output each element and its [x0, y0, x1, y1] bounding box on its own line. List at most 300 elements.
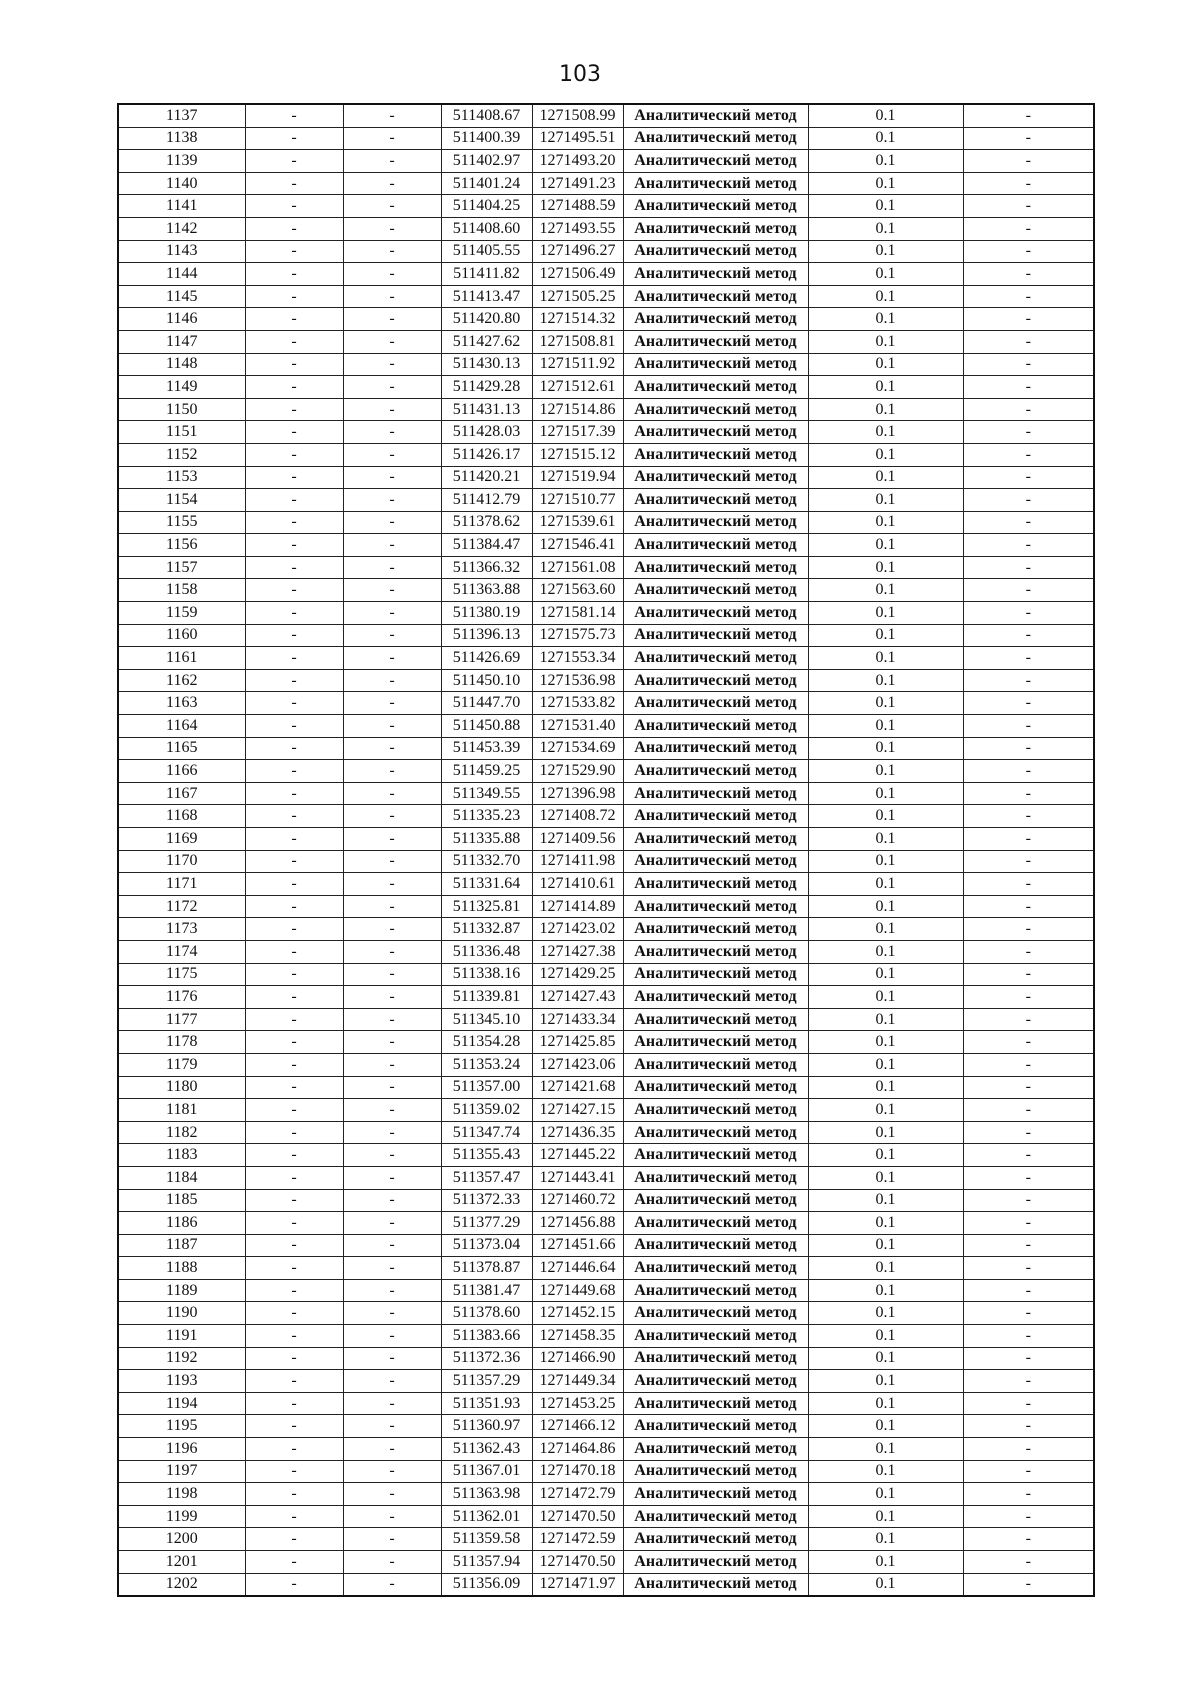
x-coordinate-cell: 511362.43	[441, 1438, 532, 1461]
empty-value-cell: -	[245, 715, 343, 738]
note-cell: -	[963, 1121, 1094, 1144]
empty-value-cell: -	[245, 624, 343, 647]
table-row	[118, 805, 1094, 828]
accuracy-cell: 0.1	[808, 1528, 963, 1551]
table-row	[118, 1076, 1094, 1099]
x-coordinate-cell: 511402.97	[441, 150, 532, 173]
table-row	[118, 873, 1094, 896]
point-number-cell: 1189	[118, 1279, 245, 1302]
point-number-cell: 1169	[118, 828, 245, 851]
table-row	[118, 534, 1094, 557]
empty-value-cell: -	[245, 104, 343, 127]
table-row	[118, 1279, 1094, 1302]
table-row	[118, 376, 1094, 399]
empty-value-cell: -	[343, 263, 441, 286]
table-row	[118, 1053, 1094, 1076]
y-coordinate-cell: 1271436.35	[532, 1121, 623, 1144]
empty-value-cell: -	[245, 489, 343, 512]
note-cell: -	[963, 376, 1094, 399]
point-number-cell: 1190	[118, 1302, 245, 1325]
y-coordinate-cell: 1271423.06	[532, 1053, 623, 1076]
note-cell: -	[963, 1144, 1094, 1167]
table-row	[118, 1189, 1094, 1212]
x-coordinate-cell: 511363.98	[441, 1483, 532, 1506]
y-coordinate-cell: 1271409.56	[532, 828, 623, 851]
x-coordinate-cell: 511357.00	[441, 1076, 532, 1099]
method-cell: Аналитический метод	[623, 195, 808, 218]
x-coordinate-cell: 511408.60	[441, 217, 532, 240]
table-row	[118, 217, 1094, 240]
note-cell: -	[963, 217, 1094, 240]
note-cell: -	[963, 760, 1094, 783]
empty-value-cell: -	[343, 602, 441, 625]
table-row	[118, 1528, 1094, 1551]
accuracy-cell: 0.1	[808, 715, 963, 738]
x-coordinate-cell: 511335.23	[441, 805, 532, 828]
y-coordinate-cell: 1271512.61	[532, 376, 623, 399]
y-coordinate-cell: 1271427.38	[532, 940, 623, 963]
table-row	[118, 127, 1094, 150]
y-coordinate-cell: 1271517.39	[532, 421, 623, 444]
method-cell: Аналитический метод	[623, 1438, 808, 1461]
point-number-cell: 1202	[118, 1573, 245, 1596]
table-row	[118, 1166, 1094, 1189]
table-row	[118, 172, 1094, 195]
y-coordinate-cell: 1271546.41	[532, 534, 623, 557]
point-number-cell: 1160	[118, 624, 245, 647]
method-cell: Аналитический метод	[623, 715, 808, 738]
method-cell: Аналитический метод	[623, 421, 808, 444]
y-coordinate-cell: 1271408.72	[532, 805, 623, 828]
point-number-cell: 1187	[118, 1234, 245, 1257]
accuracy-cell: 0.1	[808, 308, 963, 331]
empty-value-cell: -	[245, 127, 343, 150]
method-cell: Аналитический метод	[623, 1166, 808, 1189]
point-number-cell: 1179	[118, 1053, 245, 1076]
table-row	[118, 556, 1094, 579]
y-coordinate-cell: 1271534.69	[532, 737, 623, 760]
note-cell: -	[963, 240, 1094, 263]
empty-value-cell: -	[245, 1347, 343, 1370]
x-coordinate-cell: 511347.74	[441, 1121, 532, 1144]
y-coordinate-cell: 1271453.25	[532, 1392, 623, 1415]
x-coordinate-cell: 511338.16	[441, 963, 532, 986]
empty-value-cell: -	[343, 150, 441, 173]
table-row	[118, 308, 1094, 331]
table-row	[118, 579, 1094, 602]
y-coordinate-cell: 1271470.50	[532, 1551, 623, 1574]
x-coordinate-cell: 511405.55	[441, 240, 532, 263]
method-cell: Аналитический метод	[623, 263, 808, 286]
x-coordinate-cell: 511447.70	[441, 692, 532, 715]
table-row	[118, 1347, 1094, 1370]
empty-value-cell: -	[343, 1234, 441, 1257]
point-number-cell: 1180	[118, 1076, 245, 1099]
empty-value-cell: -	[245, 1551, 343, 1574]
point-number-cell: 1155	[118, 511, 245, 534]
accuracy-cell: 0.1	[808, 1505, 963, 1528]
accuracy-cell: 0.1	[808, 895, 963, 918]
table-row	[118, 940, 1094, 963]
empty-value-cell: -	[245, 1483, 343, 1506]
accuracy-cell: 0.1	[808, 1573, 963, 1596]
y-coordinate-cell: 1271488.59	[532, 195, 623, 218]
y-coordinate-cell: 1271511.92	[532, 353, 623, 376]
note-cell: -	[963, 579, 1094, 602]
table-row	[118, 263, 1094, 286]
table-body	[118, 104, 1094, 1596]
note-cell: -	[963, 511, 1094, 534]
point-number-cell: 1154	[118, 489, 245, 512]
y-coordinate-cell: 1271425.85	[532, 1031, 623, 1054]
empty-value-cell: -	[245, 1031, 343, 1054]
method-cell: Аналитический метод	[623, 1008, 808, 1031]
method-cell: Аналитический метод	[623, 1505, 808, 1528]
method-cell: Аналитический метод	[623, 466, 808, 489]
x-coordinate-cell: 511351.93	[441, 1392, 532, 1415]
page-number: 103	[559, 62, 601, 87]
y-coordinate-cell: 1271536.98	[532, 669, 623, 692]
empty-value-cell: -	[343, 963, 441, 986]
x-coordinate-cell: 511357.47	[441, 1166, 532, 1189]
method-cell: Аналитический метод	[623, 782, 808, 805]
accuracy-cell: 0.1	[808, 330, 963, 353]
table-row	[118, 1392, 1094, 1415]
y-coordinate-cell: 1271396.98	[532, 782, 623, 805]
empty-value-cell: -	[343, 1325, 441, 1348]
x-coordinate-cell: 511431.13	[441, 398, 532, 421]
method-cell: Аналитический метод	[623, 1144, 808, 1167]
point-number-cell: 1161	[118, 647, 245, 670]
y-coordinate-cell: 1271410.61	[532, 873, 623, 896]
point-number-cell: 1170	[118, 850, 245, 873]
method-cell: Аналитический метод	[623, 669, 808, 692]
x-coordinate-cell: 511332.70	[441, 850, 532, 873]
method-cell: Аналитический метод	[623, 963, 808, 986]
note-cell: -	[963, 1053, 1094, 1076]
point-number-cell: 1142	[118, 217, 245, 240]
empty-value-cell: -	[245, 1257, 343, 1280]
accuracy-cell: 0.1	[808, 195, 963, 218]
x-coordinate-cell: 511373.04	[441, 1234, 532, 1257]
empty-value-cell: -	[245, 217, 343, 240]
accuracy-cell: 0.1	[808, 1121, 963, 1144]
x-coordinate-cell: 511420.80	[441, 308, 532, 331]
empty-value-cell: -	[343, 647, 441, 670]
empty-value-cell: -	[343, 330, 441, 353]
method-cell: Аналитический метод	[623, 1076, 808, 1099]
point-number-cell: 1178	[118, 1031, 245, 1054]
x-coordinate-cell: 511380.19	[441, 602, 532, 625]
point-number-cell: 1159	[118, 602, 245, 625]
point-number-cell: 1149	[118, 376, 245, 399]
point-number-cell: 1193	[118, 1370, 245, 1393]
point-number-cell: 1162	[118, 669, 245, 692]
point-number-cell: 1164	[118, 715, 245, 738]
note-cell: -	[963, 1415, 1094, 1438]
table-row	[118, 1460, 1094, 1483]
empty-value-cell: -	[245, 263, 343, 286]
note-cell: -	[963, 1076, 1094, 1099]
empty-value-cell: -	[245, 782, 343, 805]
method-cell: Аналитический метод	[623, 1234, 808, 1257]
accuracy-cell: 0.1	[808, 1257, 963, 1280]
point-number-cell: 1181	[118, 1099, 245, 1122]
note-cell: -	[963, 466, 1094, 489]
empty-value-cell: -	[245, 963, 343, 986]
empty-value-cell: -	[245, 1076, 343, 1099]
empty-value-cell: -	[343, 669, 441, 692]
empty-value-cell: -	[245, 308, 343, 331]
x-coordinate-cell: 511356.09	[441, 1573, 532, 1596]
accuracy-cell: 0.1	[808, 647, 963, 670]
note-cell: -	[963, 1483, 1094, 1506]
note-cell: -	[963, 963, 1094, 986]
x-coordinate-cell: 511378.87	[441, 1257, 532, 1280]
note-cell: -	[963, 692, 1094, 715]
y-coordinate-cell: 1271575.73	[532, 624, 623, 647]
point-number-cell: 1198	[118, 1483, 245, 1506]
empty-value-cell: -	[343, 556, 441, 579]
x-coordinate-cell: 511420.21	[441, 466, 532, 489]
y-coordinate-cell: 1271561.08	[532, 556, 623, 579]
empty-value-cell: -	[343, 398, 441, 421]
method-cell: Аналитический метод	[623, 1347, 808, 1370]
y-coordinate-cell: 1271451.66	[532, 1234, 623, 1257]
table-row	[118, 602, 1094, 625]
empty-value-cell: -	[343, 466, 441, 489]
empty-value-cell: -	[343, 308, 441, 331]
empty-value-cell: -	[245, 647, 343, 670]
point-number-cell: 1153	[118, 466, 245, 489]
point-number-cell: 1171	[118, 873, 245, 896]
empty-value-cell: -	[245, 850, 343, 873]
table-row	[118, 511, 1094, 534]
point-number-cell: 1165	[118, 737, 245, 760]
empty-value-cell: -	[245, 1505, 343, 1528]
x-coordinate-cell: 511357.94	[441, 1551, 532, 1574]
note-cell: -	[963, 895, 1094, 918]
table-row	[118, 1415, 1094, 1438]
empty-value-cell: -	[245, 1302, 343, 1325]
method-cell: Аналитический метод	[623, 240, 808, 263]
point-number-cell: 1183	[118, 1144, 245, 1167]
accuracy-cell: 0.1	[808, 556, 963, 579]
method-cell: Аналитический метод	[623, 1053, 808, 1076]
y-coordinate-cell: 1271491.23	[532, 172, 623, 195]
note-cell: -	[963, 940, 1094, 963]
y-coordinate-cell: 1271563.60	[532, 579, 623, 602]
table-row	[118, 195, 1094, 218]
empty-value-cell: -	[343, 1302, 441, 1325]
x-coordinate-cell: 511378.62	[441, 511, 532, 534]
point-number-cell: 1195	[118, 1415, 245, 1438]
table-row	[118, 1505, 1094, 1528]
note-cell: -	[963, 285, 1094, 308]
x-coordinate-cell: 511372.33	[441, 1189, 532, 1212]
accuracy-cell: 0.1	[808, 376, 963, 399]
method-cell: Аналитический метод	[623, 602, 808, 625]
table-row	[118, 895, 1094, 918]
x-coordinate-cell: 511335.88	[441, 828, 532, 851]
empty-value-cell: -	[343, 1053, 441, 1076]
method-cell: Аналитический метод	[623, 624, 808, 647]
empty-value-cell: -	[245, 1528, 343, 1551]
accuracy-cell: 0.1	[808, 1053, 963, 1076]
y-coordinate-cell: 1271421.68	[532, 1076, 623, 1099]
table-row	[118, 1302, 1094, 1325]
empty-value-cell: -	[343, 1573, 441, 1596]
empty-value-cell: -	[245, 1121, 343, 1144]
empty-value-cell: -	[343, 1121, 441, 1144]
x-coordinate-cell: 511429.28	[441, 376, 532, 399]
x-coordinate-cell: 511411.82	[441, 263, 532, 286]
table-row	[118, 1099, 1094, 1122]
accuracy-cell: 0.1	[808, 263, 963, 286]
note-cell: -	[963, 715, 1094, 738]
table-row	[118, 1121, 1094, 1144]
method-cell: Аналитический метод	[623, 104, 808, 127]
accuracy-cell: 0.1	[808, 986, 963, 1009]
y-coordinate-cell: 1271510.77	[532, 489, 623, 512]
accuracy-cell: 0.1	[808, 624, 963, 647]
empty-value-cell: -	[343, 1415, 441, 1438]
x-coordinate-cell: 511384.47	[441, 534, 532, 557]
table-row	[118, 692, 1094, 715]
x-coordinate-cell: 511413.47	[441, 285, 532, 308]
accuracy-cell: 0.1	[808, 873, 963, 896]
y-coordinate-cell: 1271446.64	[532, 1257, 623, 1280]
y-coordinate-cell: 1271456.88	[532, 1212, 623, 1235]
method-cell: Аналитический метод	[623, 172, 808, 195]
y-coordinate-cell: 1271471.97	[532, 1573, 623, 1596]
note-cell: -	[963, 782, 1094, 805]
empty-value-cell: -	[245, 579, 343, 602]
x-coordinate-cell: 511426.69	[441, 647, 532, 670]
point-number-cell: 1167	[118, 782, 245, 805]
x-coordinate-cell: 511401.24	[441, 172, 532, 195]
empty-value-cell: -	[343, 534, 441, 557]
method-cell: Аналитический метод	[623, 1257, 808, 1280]
point-number-cell: 1148	[118, 353, 245, 376]
table-row	[118, 421, 1094, 444]
empty-value-cell: -	[245, 1053, 343, 1076]
table-row	[118, 669, 1094, 692]
x-coordinate-cell: 511357.29	[441, 1370, 532, 1393]
accuracy-cell: 0.1	[808, 1099, 963, 1122]
accuracy-cell: 0.1	[808, 692, 963, 715]
note-cell: -	[963, 850, 1094, 873]
y-coordinate-cell: 1271464.86	[532, 1438, 623, 1461]
empty-value-cell: -	[245, 1573, 343, 1596]
method-cell: Аналитический метод	[623, 647, 808, 670]
empty-value-cell: -	[343, 1166, 441, 1189]
y-coordinate-cell: 1271429.25	[532, 963, 623, 986]
x-coordinate-cell: 511459.25	[441, 760, 532, 783]
note-cell: -	[963, 1325, 1094, 1348]
empty-value-cell: -	[245, 1008, 343, 1031]
table-row	[118, 624, 1094, 647]
accuracy-cell: 0.1	[808, 1551, 963, 1574]
point-number-cell: 1156	[118, 534, 245, 557]
empty-value-cell: -	[245, 1234, 343, 1257]
empty-value-cell: -	[343, 1279, 441, 1302]
empty-value-cell: -	[343, 240, 441, 263]
x-coordinate-cell: 511360.97	[441, 1415, 532, 1438]
point-number-cell: 1151	[118, 421, 245, 444]
point-number-cell: 1141	[118, 195, 245, 218]
table-row	[118, 1031, 1094, 1054]
table-row	[118, 737, 1094, 760]
x-coordinate-cell: 511383.66	[441, 1325, 532, 1348]
point-number-cell: 1175	[118, 963, 245, 986]
point-number-cell: 1144	[118, 263, 245, 286]
method-cell: Аналитический метод	[623, 1460, 808, 1483]
accuracy-cell: 0.1	[808, 918, 963, 941]
y-coordinate-cell: 1271411.98	[532, 850, 623, 873]
y-coordinate-cell: 1271449.68	[532, 1279, 623, 1302]
method-cell: Аналитический метод	[623, 376, 808, 399]
note-cell: -	[963, 1392, 1094, 1415]
accuracy-cell: 0.1	[808, 489, 963, 512]
empty-value-cell: -	[343, 1257, 441, 1280]
y-coordinate-cell: 1271470.18	[532, 1460, 623, 1483]
note-cell: -	[963, 398, 1094, 421]
method-cell: Аналитический метод	[623, 1121, 808, 1144]
y-coordinate-cell: 1271531.40	[532, 715, 623, 738]
note-cell: -	[963, 1234, 1094, 1257]
empty-value-cell: -	[245, 1438, 343, 1461]
point-number-cell: 1196	[118, 1438, 245, 1461]
accuracy-cell: 0.1	[808, 172, 963, 195]
accuracy-cell: 0.1	[808, 217, 963, 240]
x-coordinate-cell: 511396.13	[441, 624, 532, 647]
table-row	[118, 1370, 1094, 1393]
table-row	[118, 1325, 1094, 1348]
y-coordinate-cell: 1271452.15	[532, 1302, 623, 1325]
empty-value-cell: -	[343, 1528, 441, 1551]
table-row	[118, 1483, 1094, 1506]
empty-value-cell: -	[343, 1144, 441, 1167]
method-cell: Аналитический метод	[623, 986, 808, 1009]
empty-value-cell: -	[343, 127, 441, 150]
table-row	[118, 353, 1094, 376]
point-number-cell: 1184	[118, 1166, 245, 1189]
note-cell: -	[963, 1370, 1094, 1393]
empty-value-cell: -	[343, 1076, 441, 1099]
note-cell: -	[963, 1008, 1094, 1031]
note-cell: -	[963, 1257, 1094, 1280]
empty-value-cell: -	[343, 1008, 441, 1031]
empty-value-cell: -	[343, 1505, 441, 1528]
note-cell: -	[963, 127, 1094, 150]
table-row	[118, 240, 1094, 263]
empty-value-cell: -	[245, 1279, 343, 1302]
x-coordinate-cell: 511332.87	[441, 918, 532, 941]
empty-value-cell: -	[245, 1144, 343, 1167]
empty-value-cell: -	[343, 353, 441, 376]
accuracy-cell: 0.1	[808, 1279, 963, 1302]
empty-value-cell: -	[245, 443, 343, 466]
point-number-cell: 1200	[118, 1528, 245, 1551]
empty-value-cell: -	[343, 443, 441, 466]
y-coordinate-cell: 1271472.79	[532, 1483, 623, 1506]
empty-value-cell: -	[245, 602, 343, 625]
note-cell: -	[963, 1099, 1094, 1122]
y-coordinate-cell: 1271472.59	[532, 1528, 623, 1551]
table-row	[118, 1551, 1094, 1574]
note-cell: -	[963, 1528, 1094, 1551]
